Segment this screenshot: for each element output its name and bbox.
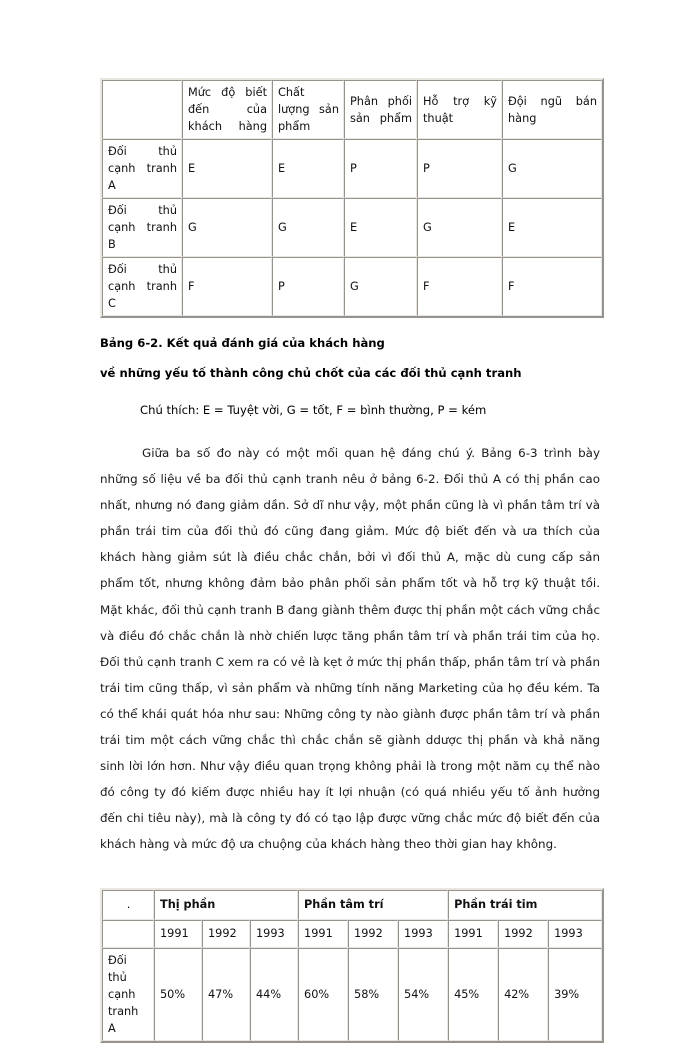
ratings-cell-c-quality: P — [272, 257, 344, 316]
ratings-cell-b-awareness: G — [182, 198, 272, 257]
ratings-column-header-salesforce: Đội ngũ bán hàng — [502, 80, 602, 139]
body-paragraph: Giữa ba số đo này có một mối quan hệ đáng chú ý. Bảng 6-3 trình bày những số liệu về ba đối thủ cạnh tranh nêu ở bảng 6-2. Đối thủ A có thị phần cao nhất, nhưng nó đang giảm dần. Sở dĩ như vậy, một phần cũng là vì phần tâm trí và phần trái tim của đối thủ đó cũng đang giảm. Mức độ biết đến và ưa thích của khách hàng giảm sút là điều chắc chắn, bởi vì đối thủ A, mặc dù cung cấp sản phẩm tốt, nhưng không đảm bảo phân phối sản phẩm tốt và hỗ trợ kỹ thuật tồi. Mặt khác, đối thủ cạnh tranh B đang giành thêm được thị phần một cách vững chắc và điều đó chắc chắn là nhờ chiến lược tăng phần tâm trí và phần trái tim của họ. Đối thủ cạnh tranh C xem ra có vẻ là kẹt ở mức thị phần thấp, phần tâm trí và phần trái tim cũng thấp, vì sản phẩm và những tính năng Marketing của họ đều kém. Ta có thể khái quát hóa như sau: Những công ty nào giành được phần tâm trí và phần trái tim một cách vững chắc thì chắc chắn sẽ giành ddược thị phần và khả năng sinh lời lớn hơn. Như vậy điều quan trọng không phải là trong một năm cụ thể nào đó công ty đó kiếm được nhiều hay ít lợi nhuận (có quá nhiều yếu tố ảnh hưởng đến chi tiêu này), mà là công ty đó có tạo lập được vững chắc mức độ biết đến của khách hàng và mức độ ưa chuộng của khách hàng theo thời gian hay không. — [100, 446, 600, 852]
share-cell-a-mind-1992: 58% — [348, 948, 398, 1041]
table-legend: Chú thích: E = Tuyệt vời, G = tốt, F = bình thường, P = kém — [140, 403, 487, 417]
share-cell-a-heart-1992: 42% — [498, 948, 548, 1041]
share-corner-cell: . — [102, 890, 154, 920]
table-row — [102, 139, 602, 198]
share-cell-a-mind-1991: 60% — [298, 948, 348, 1041]
share-year-header-mind-1991: 1991 — [298, 920, 348, 948]
ratings-cell-b-quality: G — [272, 198, 344, 257]
share-cell-a-mind-1993: 54% — [398, 948, 448, 1041]
table-caption-line-2: về những yếu tố thành công chủ chốt của các đối thủ cạnh tranh — [100, 366, 522, 380]
ratings-column-header-quality: Chất lượng sản phẩm — [272, 80, 344, 139]
share-cell-a-ms-1991: 50% — [154, 948, 202, 1041]
share-group-header-heart-share: Phần trái tim — [448, 890, 602, 920]
ratings-row-label-a: Đối thủ cạnh tranh A — [102, 139, 182, 198]
share-year-header-heart-1991: 1991 — [448, 920, 498, 948]
share-year-header-mind-1992: 1992 — [348, 920, 398, 948]
ratings-cell-c-awareness: F — [182, 257, 272, 316]
table-competitor-ratings — [100, 78, 604, 318]
share-cell-a-ms-1993: 44% — [250, 948, 298, 1041]
ratings-corner-cell — [102, 80, 182, 139]
share-group-header-mind-share: Phần tâm trí — [298, 890, 448, 920]
table-row — [102, 920, 602, 948]
table-share-metrics — [100, 888, 604, 1043]
ratings-cell-c-techsupport: F — [417, 257, 502, 316]
ratings-cell-a-techsupport: P — [417, 139, 502, 198]
share-year-header-heart-1992: 1992 — [498, 920, 548, 948]
table-row — [102, 890, 602, 920]
share-year-header-ms-1993: 1993 — [250, 920, 298, 948]
table-row — [102, 948, 602, 1041]
ratings-column-header-techsupport: Hỗ trợ kỹ thuật — [417, 80, 502, 139]
share-cell-a-ms-1992: 47% — [202, 948, 250, 1041]
ratings-cell-c-distribution: G — [344, 257, 417, 316]
ratings-cell-c-salesforce: F — [502, 257, 602, 316]
ratings-cell-a-salesforce: G — [502, 139, 602, 198]
ratings-row-label-b: Đối thủ cạnh tranh B — [102, 198, 182, 257]
ratings-row-label-c: Đối thủ cạnh tranh C — [102, 257, 182, 316]
share-group-header-market-share: Thị phần — [154, 890, 298, 920]
table-caption-line-1: Bảng 6-2. Kết quả đánh giá của khách hàng — [100, 336, 385, 350]
ratings-cell-a-quality: E — [272, 139, 344, 198]
ratings-cell-a-distribution: P — [344, 139, 417, 198]
ratings-cell-b-techsupport: G — [417, 198, 502, 257]
share-year-corner-cell — [102, 920, 154, 948]
ratings-column-header-awareness: Mức độ biết đến của khách hàng — [182, 80, 272, 139]
ratings-cell-b-distribution: E — [344, 198, 417, 257]
share-year-header-ms-1992: 1992 — [202, 920, 250, 948]
share-year-header-mind-1993: 1993 — [398, 920, 448, 948]
ratings-column-header-distribution: Phân phối sản phẩm — [344, 80, 417, 139]
table-row — [102, 257, 602, 316]
share-cell-a-heart-1993: 39% — [548, 948, 602, 1041]
share-year-header-ms-1991: 1991 — [154, 920, 202, 948]
table-row — [102, 198, 602, 257]
share-cell-a-heart-1991: 45% — [448, 948, 498, 1041]
share-year-header-heart-1993: 1993 — [548, 920, 602, 948]
ratings-cell-a-awareness: E — [182, 139, 272, 198]
table-row — [102, 80, 602, 139]
ratings-cell-b-salesforce: E — [502, 198, 602, 257]
share-row-label-a: Đối thủ cạnh tranh A — [102, 948, 154, 1041]
